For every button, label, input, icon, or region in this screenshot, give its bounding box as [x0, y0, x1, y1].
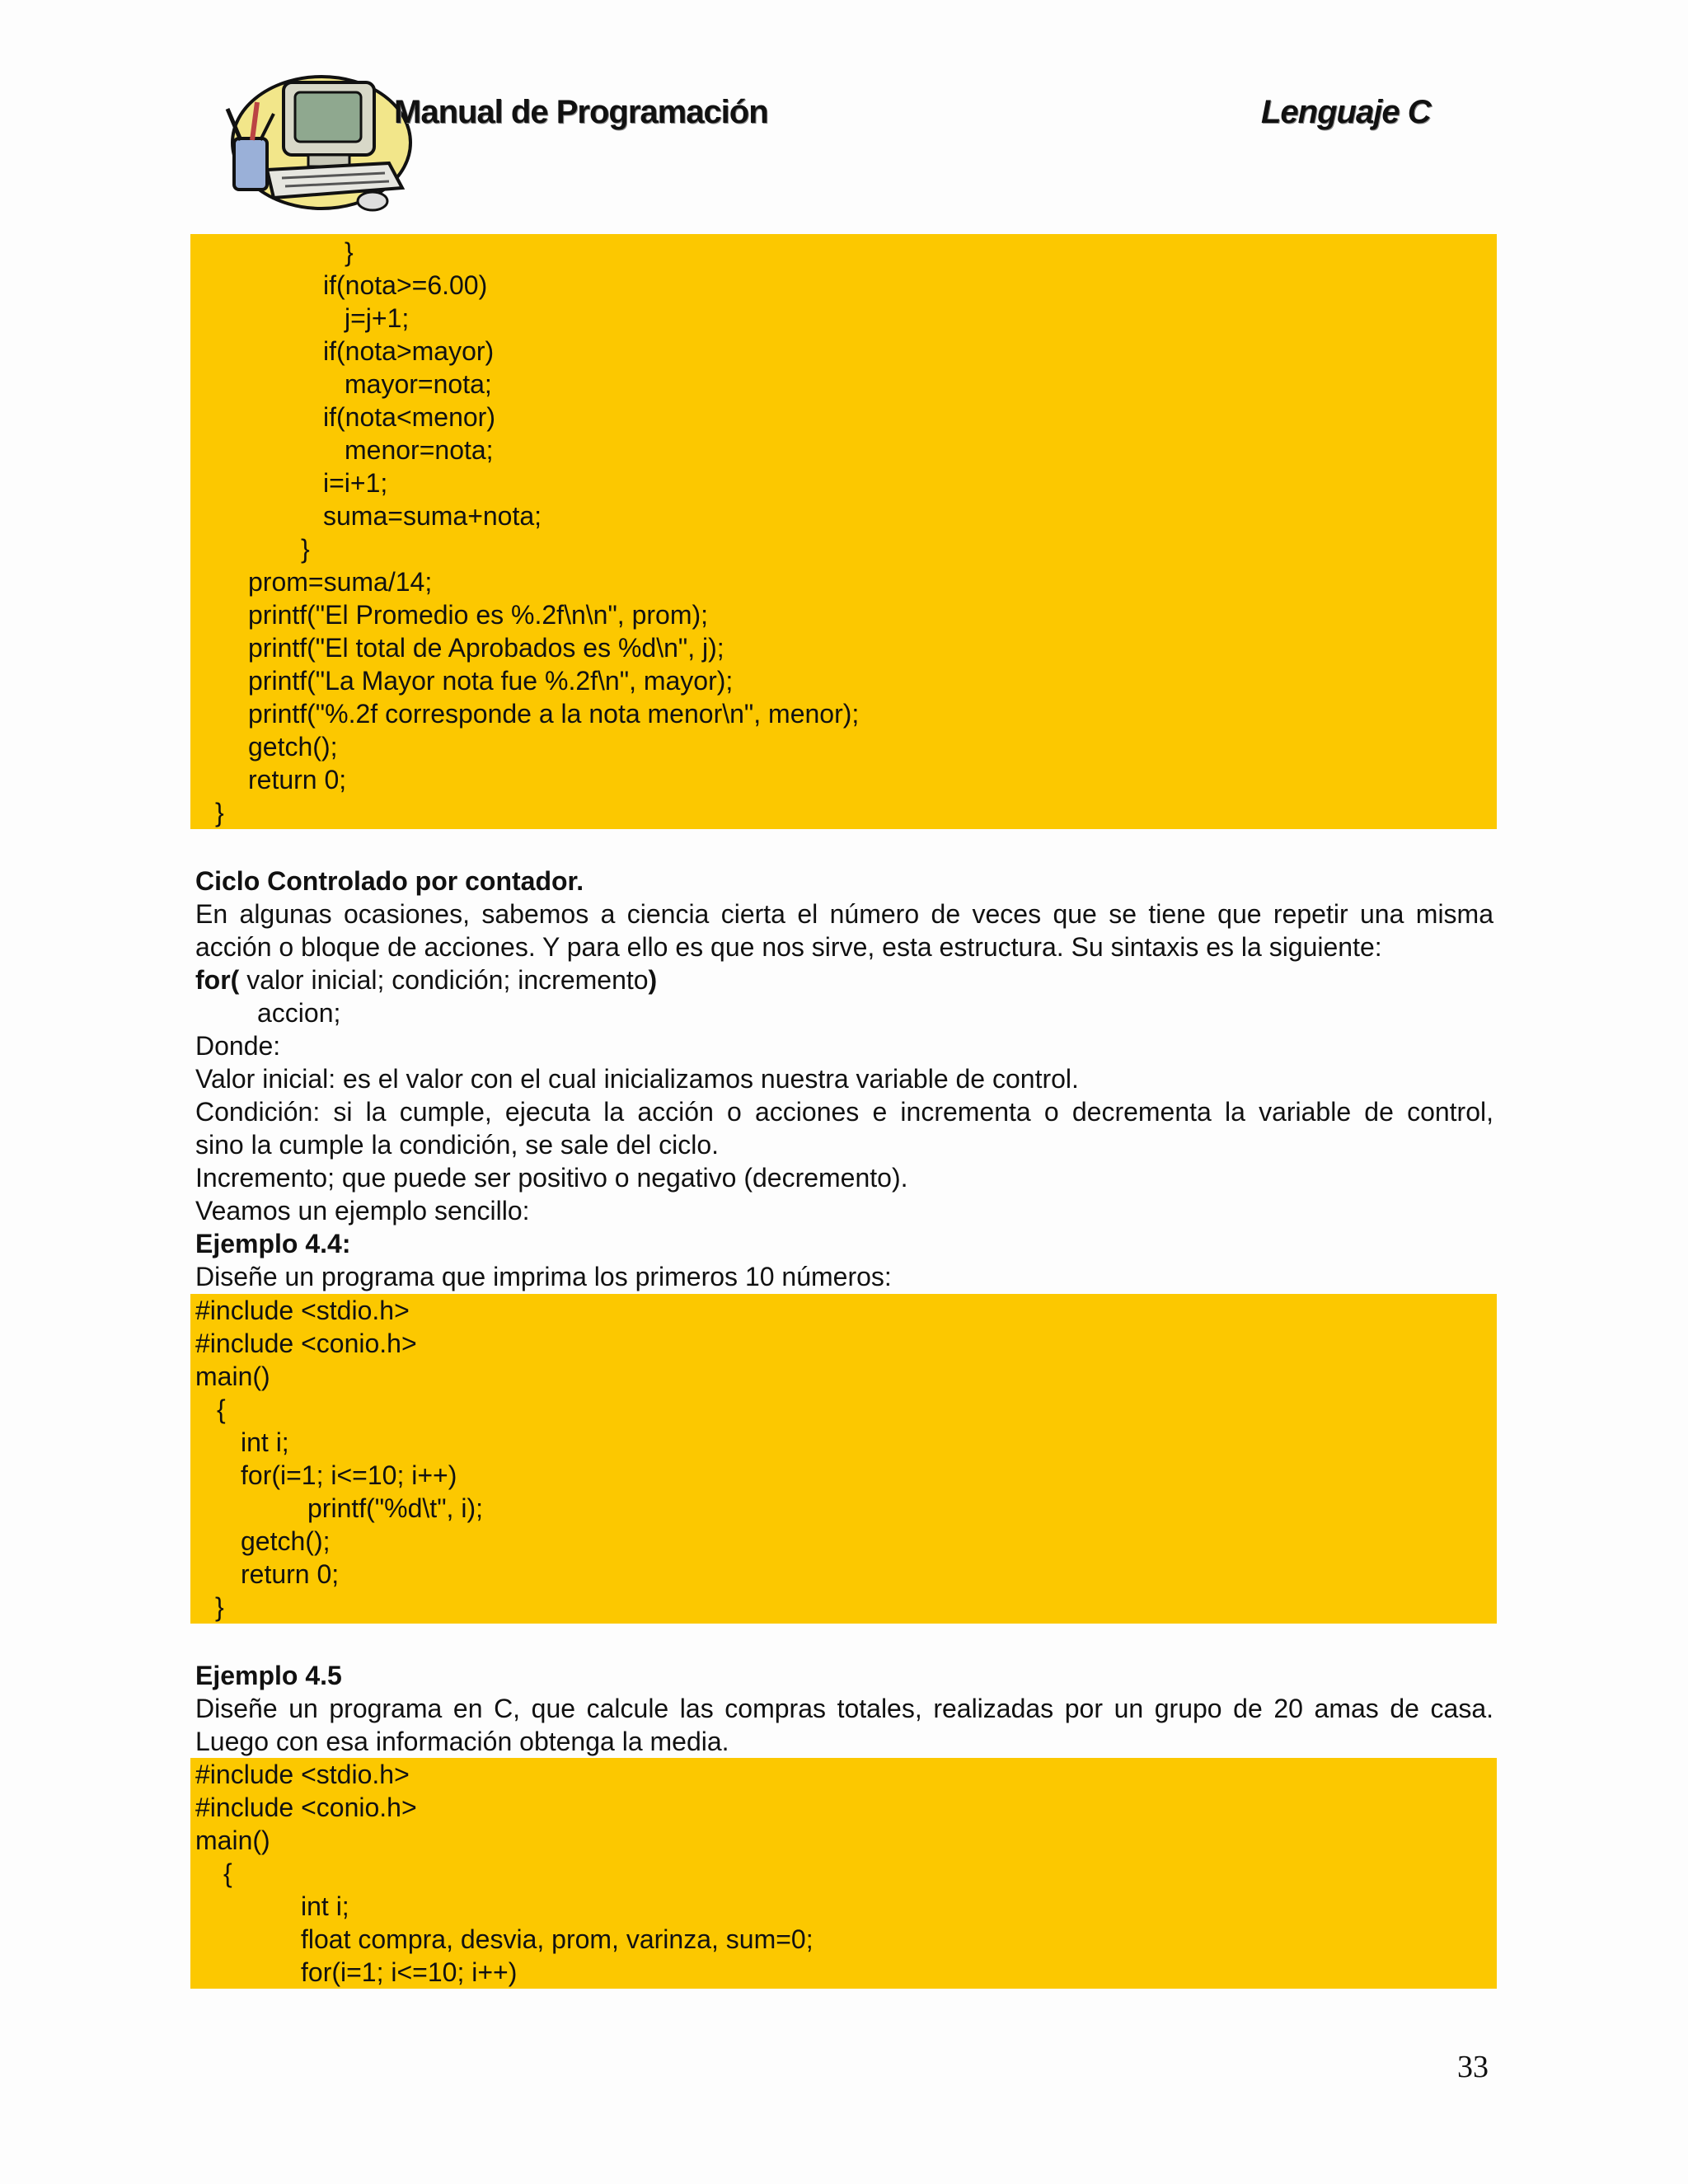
header-subject: Lenguaje C [1261, 94, 1431, 130]
computer-clipart-icon [216, 64, 414, 221]
header-title: Manual de Programación [394, 94, 768, 130]
paragraph-line: sino la cumple la condición, se sale del ciclo. [195, 1130, 719, 1160]
code-line: if(nota<menor) [323, 402, 495, 432]
paragraph-line: acción o bloque de acciones. Y para ello es que nos sirve, esta estructura. Su sintaxis es la siguiente: [195, 932, 1382, 962]
code-line: mayor=nota; [345, 369, 492, 399]
code-line: menor=nota; [345, 435, 494, 465]
code-line: #include <stdio.h> [195, 1296, 410, 1325]
code-line: if(nota>mayor) [323, 336, 495, 366]
code-line: } [301, 534, 310, 564]
keyword: for( [195, 965, 240, 995]
keyword: ) [648, 965, 658, 995]
paragraph-line: Incremento; que puede ser positivo o negativo (decremento). [195, 1163, 908, 1193]
code-block [190, 1758, 1497, 1989]
example-section [195, 1659, 1493, 1758]
code-line: } [215, 1592, 224, 1622]
syntax-action: accion; [257, 998, 341, 1028]
code-line: return 0; [241, 1559, 340, 1589]
code-line: #include <conio.h> [195, 1329, 417, 1358]
paragraph-line: Donde: [195, 1031, 281, 1061]
paragraph-line: En algunas ocasiones, sabemos a ciencia cierta el número de veces que se tiene que repetir una misma [195, 899, 1493, 929]
code-line: prom=suma/14; [248, 567, 433, 597]
section-body [195, 865, 1493, 1293]
code-line: printf("La Mayor nota fue %.2f\n", mayor); [248, 666, 734, 696]
code-line: printf("%.2f corresponde a la nota menor\n", menor); [248, 699, 860, 729]
code-block [190, 234, 1497, 829]
code-line: { [223, 1858, 232, 1888]
code-line: main() [195, 1825, 270, 1855]
example-title: Ejemplo 4.4: [195, 1229, 351, 1258]
code-line: for(i=1; i<=10; i++) [301, 1957, 518, 1987]
section-heading: Ciclo Controlado por contador. [195, 866, 584, 896]
code-line: suma=suma+nota; [323, 501, 542, 531]
code-line: float compra, desvia, prom, varinza, sum=0; [301, 1924, 814, 1954]
code-line: int i; [241, 1427, 289, 1457]
code-line: printf("El Promedio es %.2f\n\n", prom); [248, 600, 709, 630]
code-line: } [345, 237, 354, 267]
code-line: for(i=1; i<=10; i++) [241, 1460, 457, 1490]
syntax-params: valor inicial; condición; incremento [239, 965, 649, 995]
code-block [190, 1294, 1497, 1624]
example-description: Diseñe un programa que imprima los primeros 10 números: [195, 1262, 892, 1291]
code-line: getch(); [241, 1526, 331, 1556]
code-line: printf("%d\t", i); [307, 1493, 483, 1523]
code-line: printf("El total de Aprobados es %d\n", j); [248, 633, 724, 663]
code-line: getch(); [248, 732, 338, 762]
code-line: j=j+1; [345, 303, 410, 333]
code-line: #include <conio.h> [195, 1793, 417, 1822]
paragraph-line: Veamos un ejemplo sencillo: [195, 1196, 530, 1226]
paragraph-line: Diseñe un programa en C, que calcule las compras totales, realizadas por un grupo de 20 amas de casa. [195, 1694, 1493, 1723]
page-number: 33 [1457, 2050, 1489, 2084]
paragraph-line: Valor inicial: es el valor con el cual inicializamos nuestra variable de control. [195, 1064, 1079, 1094]
paragraph-line: Condición: si la cumple, ejecuta la acción o acciones e incrementa o decrementa la variable de control, [195, 1097, 1493, 1127]
code-line: if(nota>=6.00) [323, 270, 488, 300]
code-line: int i; [301, 1891, 349, 1921]
code-line: main() [195, 1361, 270, 1391]
example-title: Ejemplo 4.5 [195, 1661, 342, 1690]
code-line: } [215, 798, 224, 827]
code-line: { [217, 1394, 226, 1424]
code-line: #include <stdio.h> [195, 1760, 410, 1789]
code-line: return 0; [248, 765, 347, 794]
paragraph-line: Luego con esa información obtenga la media. [195, 1727, 729, 1756]
code-line: i=i+1; [323, 468, 388, 498]
syntax-line [195, 963, 1493, 996]
